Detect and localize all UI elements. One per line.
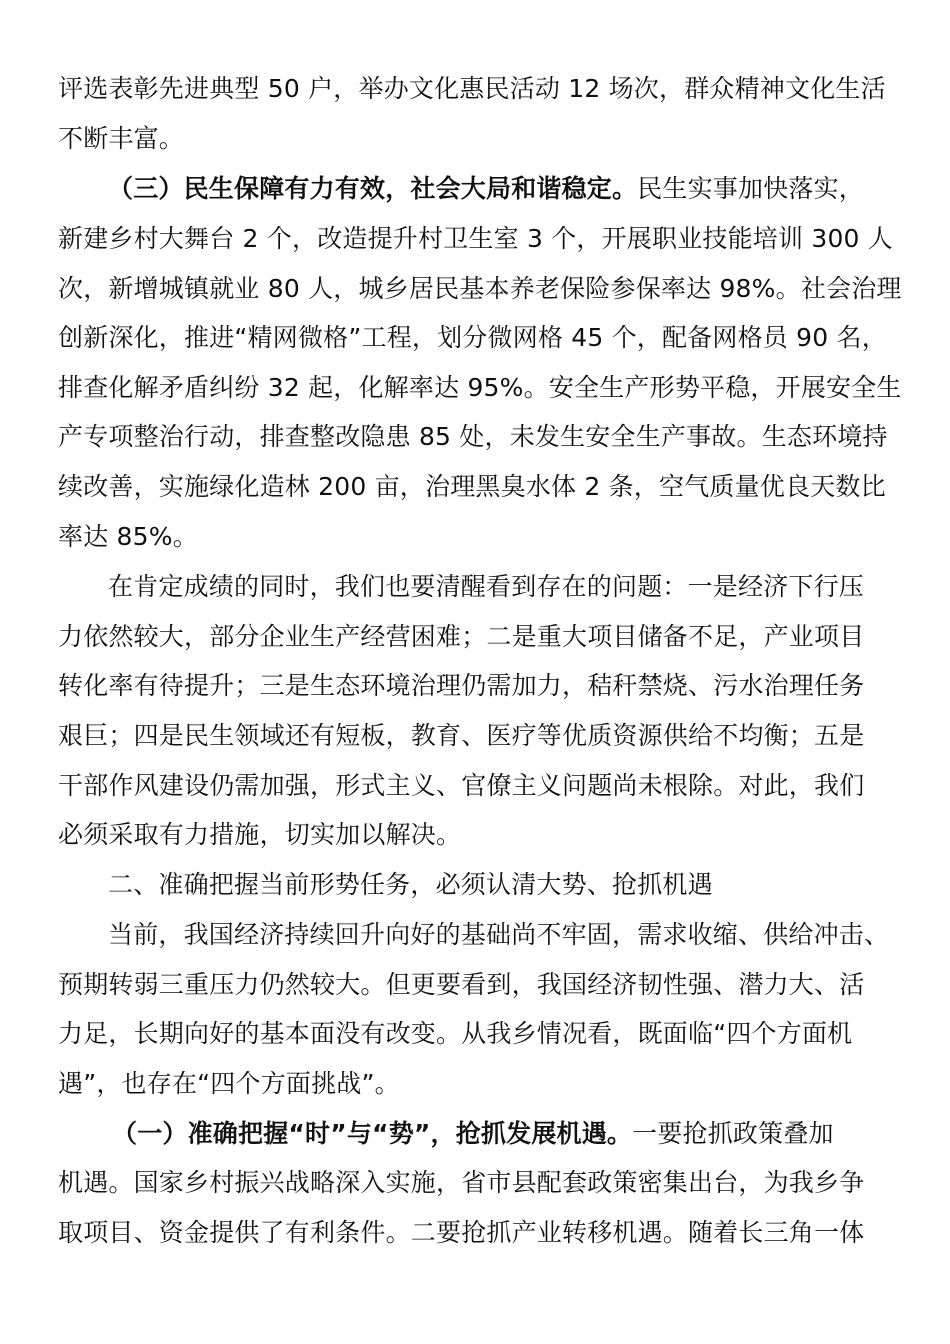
- text-line: 预期转弱三重压力仍然较大。但更要看到，我国经济韧性强、潜力大、活: [58, 970, 865, 999]
- text-line: 当前，我国经济持续回升向好的基础尚不牢固，需求收缩、供给冲击、: [108, 920, 890, 949]
- section-heading: 二、准确把握当前形势任务，必须认清大势、抢抓机遇: [108, 870, 713, 899]
- text-line: 新建乡村大舞台 2 个，改造提升村卫生室 3 个，开展职业技能培训 300 人: [58, 224, 894, 253]
- text-line: 在肯定成绩的同时，我们也要清醒看到存在的问题：一是经济下行压: [108, 572, 865, 601]
- text-line: 遇”，也存在“四个方面挑战”。: [58, 1069, 400, 1098]
- text-line: 干部作风建设仍需加强，形式主义、官僚主义问题尚未根除。对此，我们: [58, 771, 865, 800]
- text-line: 力足，长期向好的基本面没有改变。从我乡情况看，既面临“四个方面机: [58, 1019, 853, 1048]
- text-span: 民生实事加快落实，: [637, 174, 865, 203]
- text-line: [108, 174, 864, 204]
- text-line: 评选表彰先进典型 50 户，举办文化惠民活动 12 场次，群众精神文化生活: [58, 74, 886, 103]
- section-heading: （三）民生保障有力有效，社会大局和谐稳定。: [108, 174, 638, 203]
- text-line: 产专项整治行动，排查整改隐患 85 处，未发生安全生产事故。生态环境持: [58, 422, 888, 451]
- text-line: 必须采取有力措施，切实加以解决。: [58, 820, 462, 849]
- text-line: 续改善，实施绿化造林 200 亩，治理黑臭水体 2 条，空气质量优良天数比: [58, 472, 886, 501]
- text-line: [112, 1119, 834, 1149]
- text-line: 取项目、资金提供了有利条件。二要抢抓产业转移机遇。随着长三角一体: [58, 1218, 865, 1247]
- text-line: 创新深化，推进“精网微格”工程，划分微网格 45 个，配备网格员 90 名，: [58, 323, 887, 352]
- text-line: 次，新增城镇就业 80 人，城乡居民基本养老保险参保率达 98%。社会治理: [58, 274, 902, 303]
- text-line: 率达 85%。: [58, 522, 198, 551]
- text-line: 艰巨；四是民生领域还有短板，教育、医疗等优质资源供给不均衡；五是: [58, 721, 865, 750]
- text-line: 排查化解矛盾纠纷 32 起，化解率达 95%。安全生产形势平稳，开展安全生: [58, 373, 902, 402]
- text-line: 机遇。国家乡村振兴战略深入实施，省市县配套政策密集出台，为我乡争: [58, 1168, 865, 1197]
- text-line: 转化率有待提升；三是生态环境治理仍需加力，秸秆禁烧、污水治理任务: [58, 671, 865, 700]
- text-line: 不断丰富。: [58, 124, 185, 153]
- text-span: 一要抢抓政策叠加: [632, 1119, 834, 1148]
- text-line: 力依然较大，部分企业生产经营困难；二是重大项目储备不足，产业项目: [58, 622, 865, 651]
- section-heading: （一）准确把握“时”与“势”，抢抓发展机遇。: [112, 1119, 633, 1148]
